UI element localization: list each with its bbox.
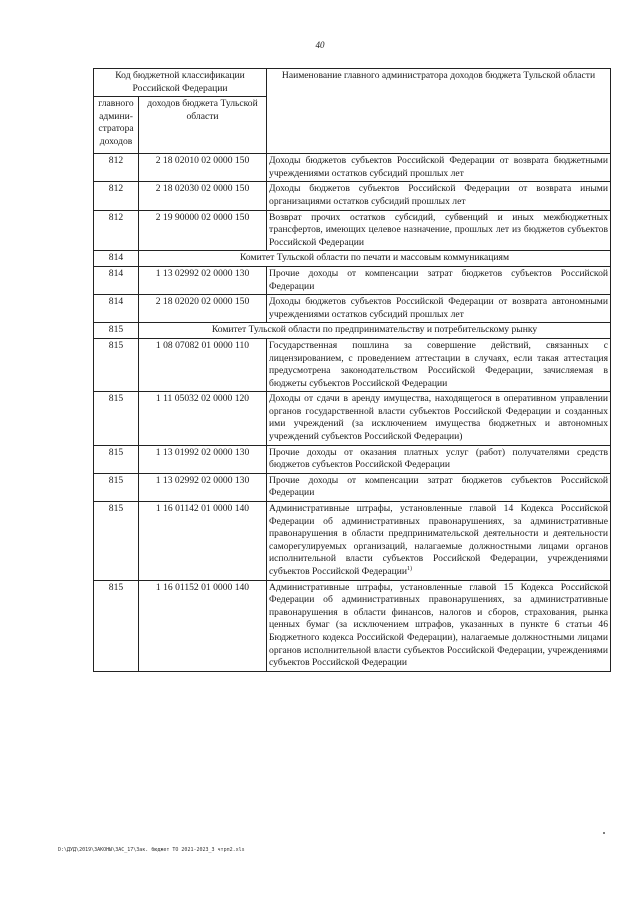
admin-code-header: главного админи-стратора доходов: [94, 97, 139, 154]
income-code-cell: 2 19 90000 02 0000 150: [139, 210, 267, 251]
admin-code-cell: 814: [94, 266, 139, 294]
table-row: [94, 502, 611, 581]
income-name-text: Государственная пошлина за совершение действий, связанных с лицензированием, с проведением аттестации в случаях, если такая аттестация предусмотрена законодательством Российской Федерации, зачисляемая в бюджеты субъектов Российской Федерации: [269, 339, 608, 389]
admin-code-cell: 814: [94, 295, 139, 323]
table-row: [94, 580, 611, 671]
budget-classification-table: [93, 68, 611, 672]
admin-code-cell: 815: [94, 580, 139, 671]
income-name-text: Прочие доходы от компенсации затрат бюджетов субъектов Российской Федерации: [269, 267, 608, 292]
income-name-cell: [267, 392, 611, 445]
income-code-header: доходов бюджета Тульской области: [139, 97, 267, 154]
table-row: [94, 154, 611, 182]
admin-code-cell: 815: [94, 323, 139, 339]
income-name-cell: [267, 182, 611, 210]
section-row: [94, 251, 611, 267]
income-name-cell: [267, 338, 611, 391]
income-code-cell: 1 13 02992 02 0000 130: [139, 473, 267, 501]
admin-code-cell: 814: [94, 251, 139, 267]
admin-name-header: Наименование главного администратора доходов бюджета Тульской области: [267, 69, 611, 154]
table-row: [94, 210, 611, 251]
file-path-footer: D:\ДУД\2019\ЗАКОНЫ\ЗАС_17\Зак. бюджет ТО 2021-2023_3 чтрп2.xls: [58, 847, 245, 853]
income-code-cell: 2 18 02030 02 0000 150: [139, 182, 267, 210]
income-name-text: Доходы бюджетов субъектов Российской Федерации от возврата иными организациями остатков субсидий прошлых лет: [269, 183, 608, 207]
income-code-cell: 1 16 01152 01 0000 140: [139, 580, 267, 671]
income-name-cell: [267, 295, 611, 323]
income-code-cell: 2 18 02010 02 0000 150: [139, 154, 267, 182]
income-code-cell: 1 11 05032 02 0000 120: [139, 392, 267, 445]
income-name-text: Административные штрафы, установленные главой 15 Кодекса Российской Федерации об административных правонарушениях, за административные правонарушения в области финансов, налогов и сборов, страхования, рынка ценных бумаг (за исключением штрафов, указанных в пункте 6 статьи 46 Бюджетного кодекса Российской Федерации), налагаемые должностными лицами органов исполнительной власти субъектов Российской Федерации, учреждениями субъектов Российской Федерации: [269, 581, 608, 669]
admin-code-cell: 815: [94, 445, 139, 473]
page-number: 40: [315, 40, 325, 50]
income-code-cell: 1 16 01142 01 0000 140: [139, 502, 267, 581]
income-name-cell: [267, 445, 611, 473]
income-name-cell: [267, 154, 611, 182]
table-row: [94, 295, 611, 323]
table-row: [94, 182, 611, 210]
income-name-cell: [267, 580, 611, 671]
admin-code-cell: 815: [94, 392, 139, 445]
admin-code-cell: 815: [94, 473, 139, 501]
table-row: [94, 473, 611, 501]
income-name-cell: [267, 266, 611, 294]
income-name-cell: [267, 502, 611, 581]
income-code-cell: 1 13 02992 02 0000 130: [139, 266, 267, 294]
income-code-cell: 2 18 02020 02 0000 150: [139, 295, 267, 323]
admin-code-cell: 815: [94, 338, 139, 391]
admin-code-cell: 815: [94, 502, 139, 581]
admin-code-cell: 812: [94, 154, 139, 182]
income-name-text: Прочие доходы от оказания платных услуг (работ) получателями средств бюджетов субъектов Российской Федерации: [269, 446, 608, 471]
section-row: [94, 323, 611, 339]
income-name-text: Доходы от сдачи в аренду имущества, находящегося в оперативном управлении органов государственной власти субъектов Российской Федерации и созданных ими учреждений (за исключением имущества бюджетных и автономных учреждений субъектов Российской Федерации): [269, 393, 608, 443]
table-row: [94, 392, 611, 445]
income-code-cell: 1 08 07082 01 0000 110: [139, 338, 267, 391]
income-name-text: Доходы бюджетов субъектов Российской Федерации от возврата бюджетными учреждениями остатков субсидий прошлых лет: [269, 155, 608, 179]
section-title-cell: Комитет Тульской области по предпринимательству и потребительскому рынку: [139, 323, 611, 339]
table-row: [94, 266, 611, 294]
footnote-marker: 1): [407, 565, 412, 572]
table-row: [94, 445, 611, 473]
section-title-cell: Комитет Тульской области по печати и массовым коммуникациям: [139, 251, 611, 267]
table-header-row: [94, 69, 611, 97]
scan-speck: [603, 832, 605, 834]
income-name-text: Доходы бюджетов субъектов Российской Федерации от возврата автономными учреждениями остатков субсидий прошлых лет: [269, 296, 608, 320]
table-row: [94, 338, 611, 391]
income-name-text: Прочие доходы от компенсации затрат бюджетов субъектов Российской Федерации: [269, 474, 608, 499]
income-code-cell: 1 13 01992 02 0000 130: [139, 445, 267, 473]
admin-code-cell: 812: [94, 182, 139, 210]
income-name-text: Административные штрафы, установленные главой 14 Кодекса Российской Федерации об административных правонарушениях, за административные правонарушения в области предпринимательской деятельности и деятельности саморегулируемых организаций, налагаемые должностными лицами органов исполнительной власти субъектов Российской Федерации, учреждениями субъектов Российской Федерации: [269, 503, 608, 577]
income-name-cell: [267, 473, 611, 501]
income-name-cell: [267, 210, 611, 251]
admin-code-cell: 812: [94, 210, 139, 251]
income-name-text: Возврат прочих остатков субсидий, субвенций и иных межбюджетных трансфертов, имеющих целевое назначение, прошлых лет из бюджетов субъектов Российской Федерации: [269, 211, 608, 248]
code-group-header: Код бюджетной классификации Российской Федерации: [94, 69, 267, 97]
